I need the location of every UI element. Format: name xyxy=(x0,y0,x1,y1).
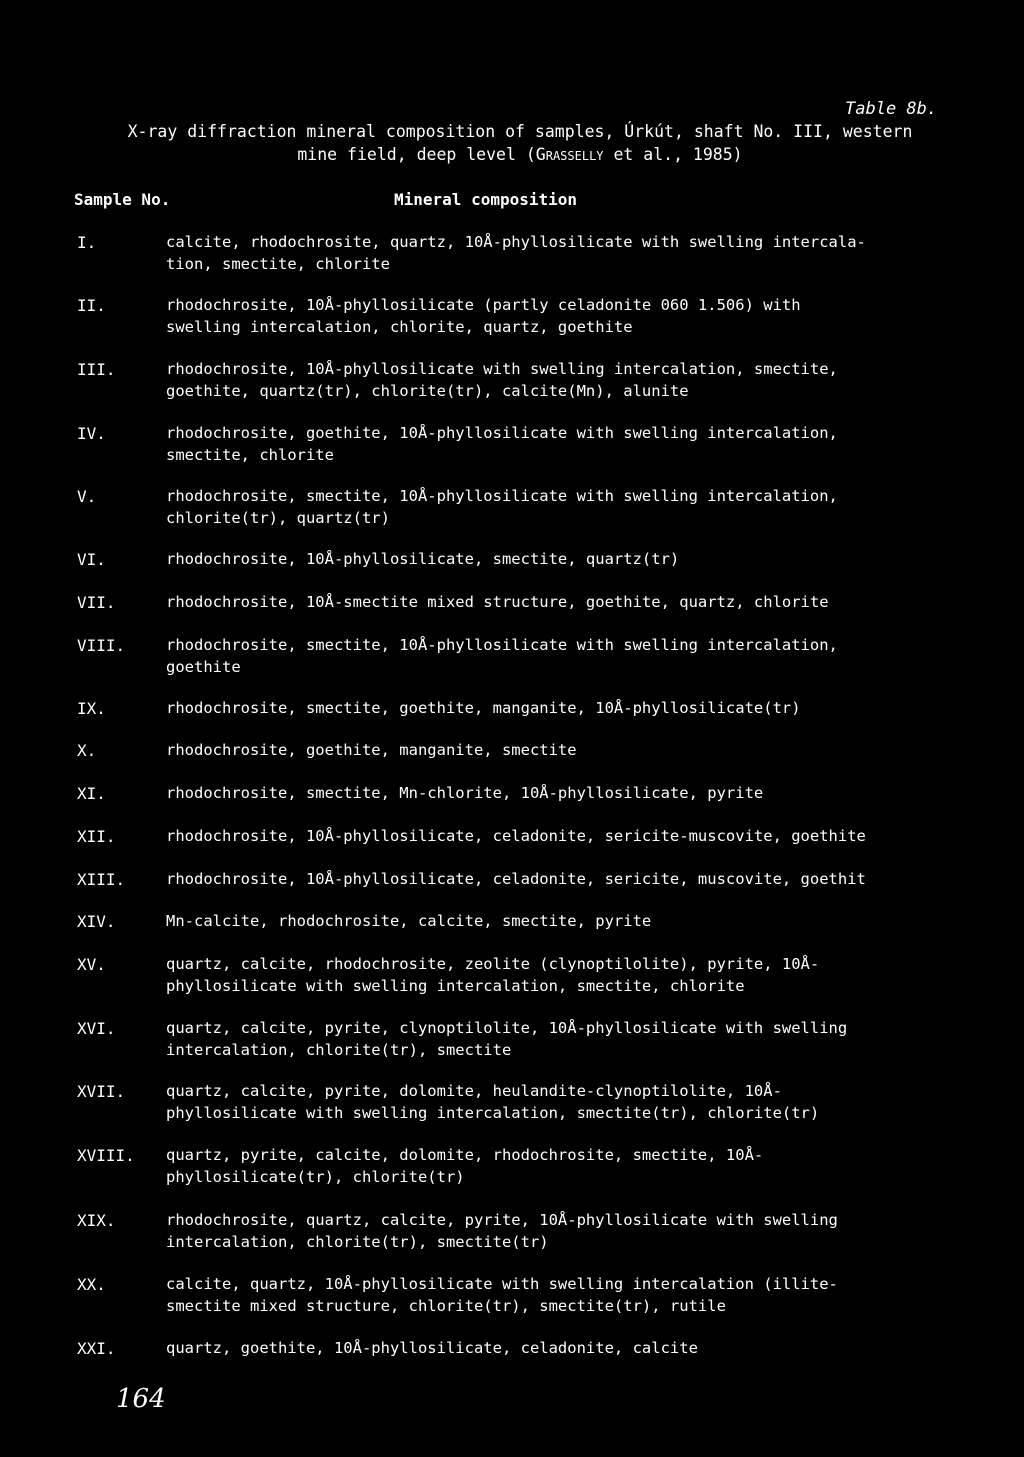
mineral-composition: calcite, quartz, 10Å-phyllosilicate with swelling intercalation (illite- smectite mixed structure, chlorite(tr), smectite(tr), rutile xyxy=(166,1275,838,1315)
sample-number: XIV. xyxy=(77,912,116,931)
mineral-composition: rhodochrosite, 10Å-phyllosilicate, celadonite, sericite-muscovite, goethite xyxy=(166,827,866,845)
sample-number: IX. xyxy=(77,699,106,718)
sample-number: XII. xyxy=(77,827,116,846)
mineral-composition: quartz, calcite, rhodochrosite, zeolite (clynoptilolite), pyrite, 10Å- phyllosilicate with swelling intercalation, smectite, chlorite xyxy=(166,955,820,995)
sample-number: XVIII. xyxy=(77,1146,135,1165)
sample-number: VII. xyxy=(77,593,116,612)
sample-number: XIII. xyxy=(77,870,126,889)
column-header-sample: Sample No. xyxy=(74,190,171,209)
sample-number: XX. xyxy=(77,1275,106,1294)
sample-number: IV. xyxy=(77,424,106,443)
title-line-2-pre: mine field, deep level ( xyxy=(297,145,536,164)
mineral-composition: rhodochrosite, smectite, goethite, manganite, 10Å-phyllosilicate(tr) xyxy=(166,699,801,717)
sample-number: VIII. xyxy=(77,636,126,655)
sample-number: VI. xyxy=(77,550,106,569)
table-label: Table 8b. xyxy=(845,99,938,119)
mineral-composition: rhodochrosite, 10Å-smectite mixed structure, goethite, quartz, chlorite xyxy=(166,593,829,611)
sample-number: XV. xyxy=(77,955,106,974)
page-number: 164 xyxy=(116,1384,166,1414)
title-line-2-post: et al., 1985) xyxy=(603,145,743,164)
sample-number: I. xyxy=(77,233,97,252)
mineral-composition: rhodochrosite, 10Å-phyllosilicate, smectite, quartz(tr) xyxy=(166,550,680,568)
mineral-composition: rhodochrosite, smectite, 10Å-phyllosilicate with swelling intercalation, goethite xyxy=(166,636,838,676)
title-line-1: X-ray diffraction mineral composition of samples, Úrkút, shaft No. III, western xyxy=(127,122,913,141)
sample-number: II. xyxy=(77,296,106,315)
mineral-composition: quartz, calcite, pyrite, dolomite, heulandite-clynoptilolite, 10Å- phyllosilicate with swelling intercalation, smectite(tr), chlorite(tr) xyxy=(166,1082,820,1122)
mineral-composition: calcite, rhodochrosite, quartz, 10Å-phyllosilicate with swelling intercala- tion, smectite, chlorite xyxy=(166,233,866,273)
sample-number: XXI. xyxy=(77,1339,116,1358)
mineral-composition: quartz, pyrite, calcite, dolomite, rhodochrosite, smectite, 10Å- phyllosilicate(tr), chlorite(tr) xyxy=(166,1146,764,1186)
mineral-composition: quartz, calcite, pyrite, clynoptilolite, 10Å-phyllosilicate with swelling intercalation, chlorite(tr), smectite xyxy=(166,1019,848,1059)
column-header-mineral: Mineral composition xyxy=(394,190,578,209)
title-author: Grasselly xyxy=(535,145,604,164)
mineral-composition: rhodochrosite, goethite, 10Å-phyllosilicate with swelling intercalation, smectite, chlorite xyxy=(166,424,838,464)
mineral-composition: rhodochrosite, 10Å-phyllosilicate, celadonite, sericite, muscovite, goethit xyxy=(166,870,866,888)
mineral-composition: quartz, goethite, 10Å-phyllosilicate, celadonite, calcite xyxy=(166,1339,698,1357)
sample-number: X. xyxy=(77,741,97,760)
sample-number: III. xyxy=(77,360,116,379)
mineral-composition: rhodochrosite, smectite, 10Å-phyllosilicate with swelling intercalation, chlorite(tr), quartz(tr) xyxy=(166,487,838,527)
mineral-composition: rhodochrosite, 10Å-phyllosilicate with swelling intercalation, smectite, goethite, quartz(tr), chlorite(tr), calcite(Mn), alunite xyxy=(166,360,838,400)
mineral-composition: Mn-calcite, rhodochrosite, calcite, smectite, pyrite xyxy=(166,912,652,930)
mineral-composition: rhodochrosite, smectite, Mn-chlorite, 10Å-phyllosilicate, pyrite xyxy=(166,784,764,802)
sample-number: XIX. xyxy=(77,1211,116,1230)
mineral-composition: rhodochrosite, 10Å-phyllosilicate (partly celadonite 060 1.506) with swelling intercalation, chlorite, quartz, goethite xyxy=(166,296,801,336)
sample-number: V. xyxy=(77,487,97,506)
mineral-composition: rhodochrosite, goethite, manganite, smectite xyxy=(166,741,577,759)
mineral-composition: rhodochrosite, quartz, calcite, pyrite, 10Å-phyllosilicate with swelling intercalation, chlorite(tr), smectite(tr) xyxy=(166,1211,838,1251)
sample-number: XVI. xyxy=(77,1019,116,1038)
sample-number: XI. xyxy=(77,784,106,803)
sample-number: XVII. xyxy=(77,1082,126,1101)
